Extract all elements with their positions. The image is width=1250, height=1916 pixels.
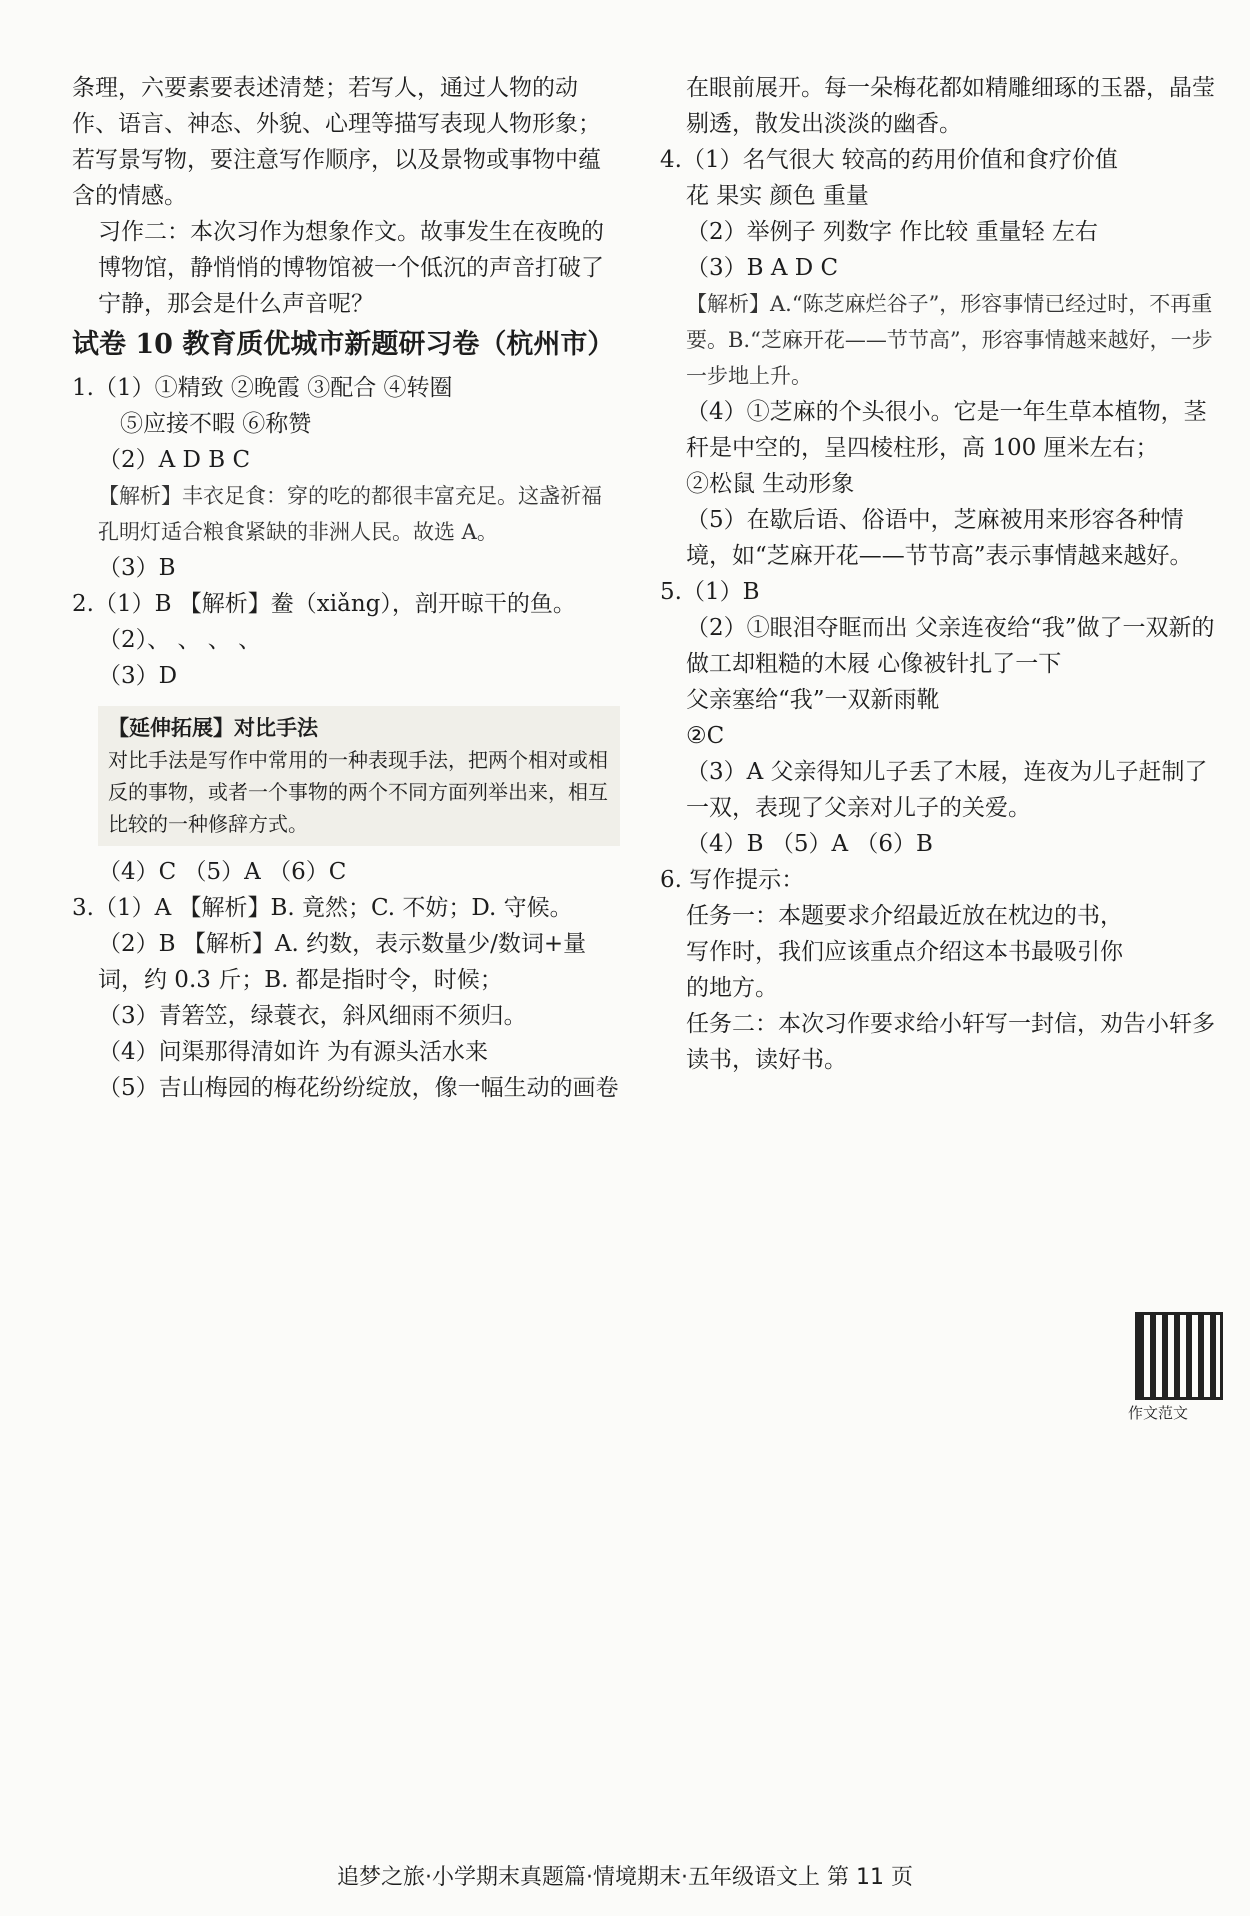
extension-title: 【延伸拓展】对比手法 — [108, 715, 318, 740]
page-footer: 追梦之旅·小学期末真题篇·情境期末·五年级语文上 第 11 页 — [337, 1865, 913, 1890]
paragraph: 条理，六要素要表述清楚；若写人，通过人物的动作、语言、神态、外貌、心理等描写表现人物形象；若写景写物，要注意写作顺序，以及景物或事物中蕴含的情感。 — [72, 75, 601, 209]
analysis: 【解析】丰衣足食：穿的吃的都很丰富充足。这盏祈福孔明灯适合粮食紧缺的非洲人民。故选 A。 — [98, 484, 602, 544]
extension-box — [98, 706, 620, 846]
answer-line: （3）B — [98, 555, 176, 581]
answer-line: （4）B （5）A （6）B — [686, 831, 933, 857]
answer-line: 4.（1）名气很大 较高的药用价值和食疗价值 — [660, 147, 1118, 173]
extension-body: 对比手法是写作中常用的一种表现手法，把两个相对或相反的事物，或者一个事物的两个不同方面列举出来，相互比较的一种修辞方式。 — [108, 748, 608, 836]
answer-line: ⑤应接不暇 ⑥称赞 — [120, 411, 312, 437]
qr-code-icon[interactable] — [1135, 1312, 1223, 1400]
answer-line: （2）B 【解析】A. 约数，表示数量少/数词+量词，约 0.3 斤；B. 都是指时令，时候； — [98, 931, 587, 993]
right-column — [660, 70, 1220, 1078]
answer-line: （5）吉山梅园的梅花纷纷绽放，像一幅生动的画卷 — [98, 1075, 619, 1101]
answer-line: （2）举例子 列数字 作比较 重量轻 左右 — [686, 219, 1098, 245]
answer-line: （3）D — [98, 663, 178, 689]
analysis: 【解析】A.“陈芝麻烂谷子”，形容事情已经过时，不再重要。B.“芝麻开花——节节高”，形容事情越来越好，一步一步地上升。 — [686, 292, 1213, 388]
answer-line: （3）青箬笠，绿蓑衣，斜风细雨不须归。 — [98, 1003, 527, 1029]
answer-line: （2）A D B C — [98, 447, 251, 473]
answer-line: （3）A 父亲得知儿子丢了木屐，连夜为儿子赶制了一双，表现了父亲对儿子的关爱。 — [686, 759, 1208, 821]
answer-line: ②C — [686, 723, 725, 749]
answer-line: （3）B A D C — [686, 255, 839, 281]
answer-line: 1.（1）①精致 ②晚霞 ③配合 ④转圈 — [72, 375, 453, 401]
writing-task: 任务一：本题要求介绍最近放在枕边的书，写作时，我们应该重点介绍这本书最吸引你的地方。 — [686, 903, 1123, 1001]
qr-caption: 作文范文 — [1128, 1404, 1189, 1422]
answer-line: （4）问渠那得清如许 为有源头活水来 — [98, 1039, 488, 1065]
paragraph: 习作二：本次习作为想象作文。故事发生在夜晚的博物馆，静悄悄的博物馆被一个低沉的声音打破了宁静，那会是什么声音呢？ — [98, 219, 604, 317]
answer-line: 花 果实 颜色 重量 — [686, 183, 869, 209]
answer-line: （2）、 、 、 、 — [98, 627, 262, 653]
left-column — [72, 70, 620, 1106]
answer-line: （4）①芝麻的个头很小。它是一年生草本植物，茎秆是中空的，呈四棱柱形，高 100 厘米左右； — [686, 399, 1207, 461]
answer-line: ②松鼠 生动形象 — [686, 471, 855, 497]
answer-line: 2.（1）B 【解析】鲞（xiǎng），剖开晾干的鱼。 — [72, 591, 576, 617]
answer-line: 父亲塞给“我”一双新雨靴 — [686, 687, 940, 713]
answer-line: （2）①眼泪夺眶而出 父亲连夜给“我”做了一双新的做工却粗糙的木屐 心像被针扎了一下 — [686, 615, 1215, 677]
answer-line: 5.（1）B — [660, 579, 760, 605]
answer-line: 3.（1）A 【解析】B. 竟然；C. 不妨；D. 守候。 — [72, 895, 573, 921]
writing-task: 任务二：本次习作要求给小轩写一封信，劝告小轩多读书，读好书。 — [686, 1011, 1215, 1073]
answer-line: （4）C （5）A （6）C — [98, 859, 347, 885]
answer-line: 6. 写作提示： — [660, 867, 805, 893]
section-title: 试卷 10 教育质优城市新题研习卷（杭州市） — [72, 329, 615, 360]
paragraph: 在眼前展开。每一朵梅花都如精雕细琢的玉器，晶莹剔透，散发出淡淡的幽香。 — [686, 75, 1215, 137]
answer-line: （5）在歇后语、俗语中，芝麻被用来形容各种情境，如“芝麻开花——节节高”表示事情越来越好。 — [686, 507, 1193, 569]
